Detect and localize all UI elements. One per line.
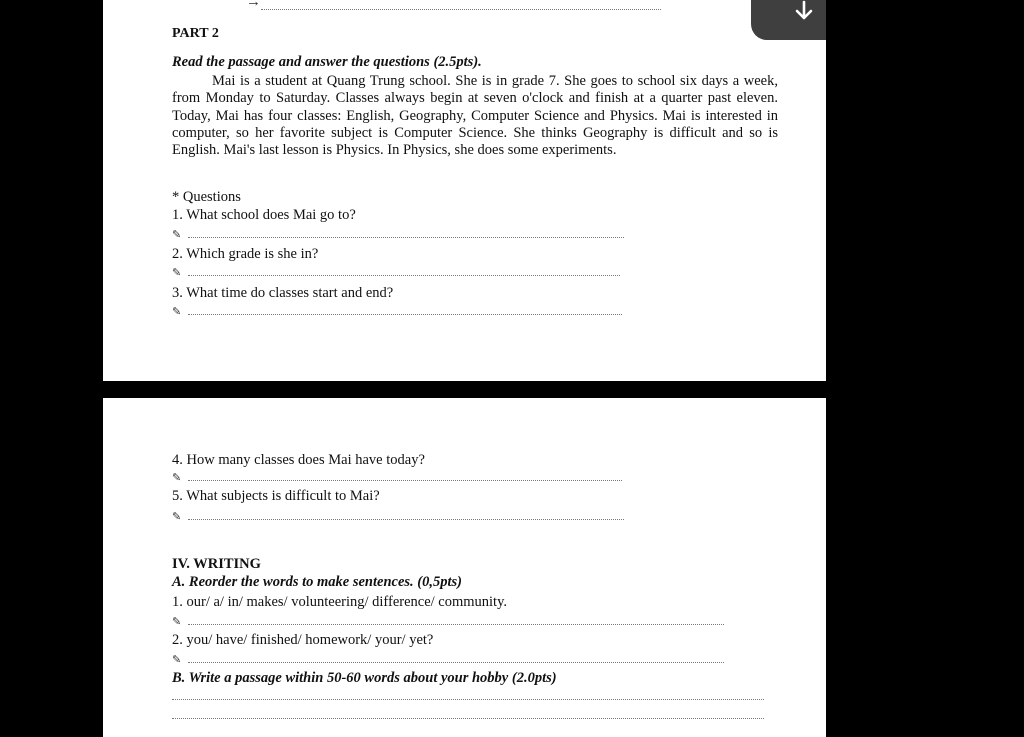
pencil-icon: ✎	[172, 306, 182, 318]
question-1: 1. What school does Mai go to?	[172, 207, 356, 223]
reorder-answer-line-2[interactable]	[172, 653, 732, 667]
answer-line-1[interactable]	[172, 228, 632, 242]
writing-section-a: A. Reorder the words to make sentences. (0,5pts)	[172, 574, 462, 590]
question-4: 4. How many classes does Mai have today?	[172, 452, 425, 468]
writing-title: IV. WRITING	[172, 556, 261, 572]
pencil-icon: ✎	[172, 229, 182, 241]
reading-passage	[172, 73, 778, 159]
question-5: 5. What subjects is difficult to Mai?	[172, 488, 380, 504]
part-title: PART 2	[172, 26, 219, 41]
reading-instruction: Read the passage and answer the questions (2.5pts).	[172, 54, 482, 70]
arrow-icon: →	[246, 0, 261, 10]
question-2: 2. Which grade is she in?	[172, 246, 319, 262]
passage-text: Mai is a student at Quang Trung school. She is in grade 7. She goes to school six days a week, from Monday to Saturday. Classes always begin at seven o'clock and finish at a quarter past eleven. Today, Mai has four classes: English, Geography, Computer Science and Physics. Mai is interested in computer, so her favorite subject is Computer Science. She thinks Geography is difficult and so is English. Mai's last lesson is Physics. In Physics, she does some experiments.	[172, 73, 778, 159]
answer-line-5[interactable]	[172, 510, 632, 524]
answer-line-2[interactable]	[172, 266, 632, 280]
download-button[interactable]	[751, 0, 826, 40]
reorder-item-2: 2. you/ have/ finished/ homework/ your/ yet?	[172, 632, 434, 648]
reorder-answer-line-1[interactable]	[172, 615, 732, 629]
writing-section-b: B. Write a passage within 50-60 words about your hobby (2.0pts)	[172, 670, 557, 686]
pencil-icon: ✎	[172, 472, 182, 484]
pencil-icon: ✎	[172, 267, 182, 279]
reorder-item-1: 1. our/ a/ in/ makes/ volunteering/ difference/ community.	[172, 594, 508, 610]
download-arrow-icon	[791, 0, 817, 26]
pencil-icon: ✎	[172, 654, 182, 666]
answer-line-top	[261, 9, 661, 10]
document-page-1	[103, 0, 826, 381]
answer-line-3[interactable]	[172, 305, 632, 319]
pencil-icon: ✎	[172, 616, 182, 628]
answer-line-4[interactable]	[172, 471, 632, 485]
questions-label: * Questions	[172, 189, 241, 205]
pencil-icon: ✎	[172, 511, 182, 523]
passage-answer-line-1[interactable]	[172, 699, 764, 700]
document-page-2	[103, 398, 826, 737]
passage-answer-line-2[interactable]	[172, 718, 764, 719]
question-3: 3. What time do classes start and end?	[172, 285, 394, 301]
